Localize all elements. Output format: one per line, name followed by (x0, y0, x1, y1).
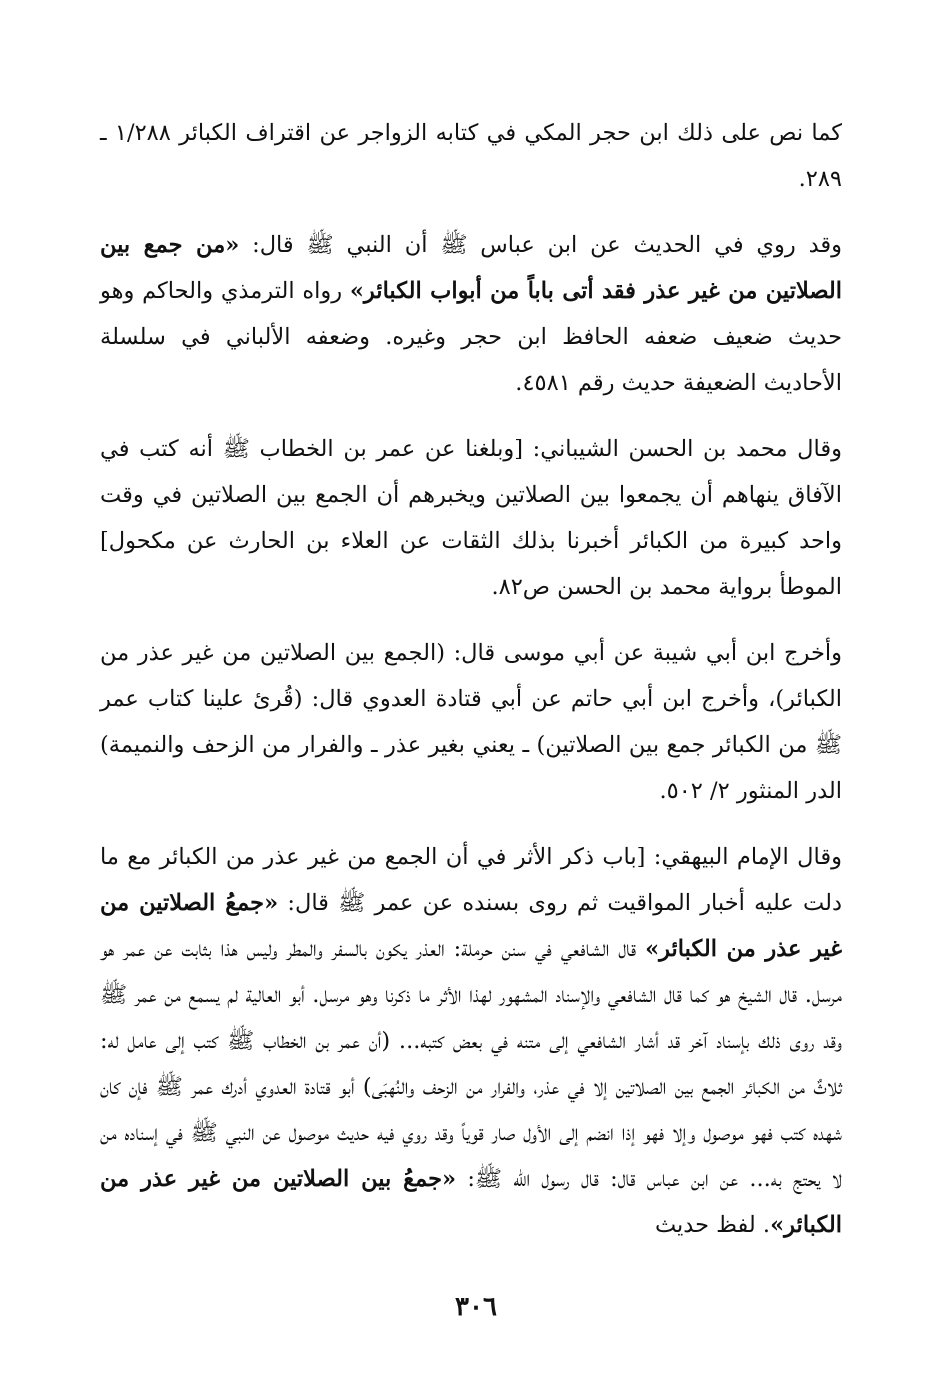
paragraph-2-text-a: وقد روي في الحديث عن ابن عباس ﷺ أن النبي ﷺ قال: (239, 232, 843, 258)
page-number: ٣٠٦ (455, 1292, 497, 1322)
paragraph-2-hadith-quote: «من جمع بين الصلاتين من غير عذر فقد أتى باباً من أبواب الكبائر» (100, 232, 843, 304)
paragraph-1 (100, 110, 842, 202)
paragraph-5-quote-2: «جمعُ بين الصلاتين من غير عذر من الكبائر» (100, 1166, 842, 1238)
paragraph-3-text: وقال محمد بن الحسن الشيباني: [وبلغنا عن عمر بن الخطاب ﷺ أنه كتب في الآفاق ينهاهم أن يجمعوا بين الصلاتين ويخبرهم أن الجمع بين الصلاتين في وقت واحد كبيرة من الكبائر أخبرنا بذلك الثقات عن العلاء بن الحارث عن مكحول] الموطأ برواية محمد بن الحسن ص٨٢. (100, 436, 842, 600)
paragraph-3 (100, 426, 842, 610)
paragraph-1-text: كما نص على ذلك ابن حجر المكي في كتابه الزواجر عن اقتراف الكبائر ١/٢٨٨ ـ ٢٨٩. (100, 120, 842, 192)
paragraph-5-quote-1: «جمعُ الصلاتين من غير عذر من الكبائر» (100, 890, 842, 962)
paragraph-4-text: وأخرج ابن أبي شيبة عن أبي موسى قال: (الجمع بين الصلاتين من غير عذر من الكبائر)، وأخرج ابن أبي حاتم عن أبي قتادة العدوي قال: (قُرئ علينا كتاب عمر ﷺ من الكبائر جمع بين الصلاتين) ـ يعني بغير عذر ـ والفرار من الزحف والنميمة) الدر المنثور ٢/ ٥٠٢. (100, 640, 842, 804)
paragraph-5 (100, 834, 842, 1248)
page-body (100, 110, 842, 1268)
paragraph-4 (100, 630, 842, 814)
paragraph-2 (100, 222, 842, 406)
paragraph-5-text-a: وقال الإمام البيهقي: [باب ذكر الأثر في أن الجمع من غير عذر من الكبائر مع ما دلت عليه أخبار المواقيت ثم روى بسنده عن عمر ﷺ قال: (100, 844, 842, 916)
paragraph-2-text-b: رواه الترمذي والحاكم وهو حديث ضعيف ضعفه الحافظ ابن حجر وغيره. وضعفه الألباني في سلسلة الأحاديث الضعيفة حديث رقم ٤٥٨١. (100, 278, 842, 396)
paragraph-5-text-c: . لفظ حديث (654, 1212, 771, 1238)
paragraph-5-text-b: قال الشافعي في سنن حرملة: العذر يكون بالسفر والمطر وليس هذا بثابت عن عمر هو مرسل. قال الشيخ هو كما قال الشافعي والإسناد المشهور لهذا الأثر ما ذكرنا وهو مرسل. أبو العالية لم يسمع من عمر ﷺ وقد روى ذلك بإسناد آخر قد أشار الشافعي إلى متنه في بعض كتبه... (أن عمر بن الخطاب ﷺ كتب إلى عامل له: ثلاثٌ من الكبائر الجمع بين الصلاتين إلا في عذر، والفرار من الزحف والنُهبَى) أبو قتادة العدوي أدرك عمر ﷺ فإن كان شهده كتب فهو موصول وإلا فهو إذا انضم إلى الأول صار قوياً وقد روي فيه حديث موصول عن النبي ﷺ في إسناده من لا يحتج به... عن ابن عباس قال: قال رسول الله ﷺ: (100, 936, 842, 1192)
